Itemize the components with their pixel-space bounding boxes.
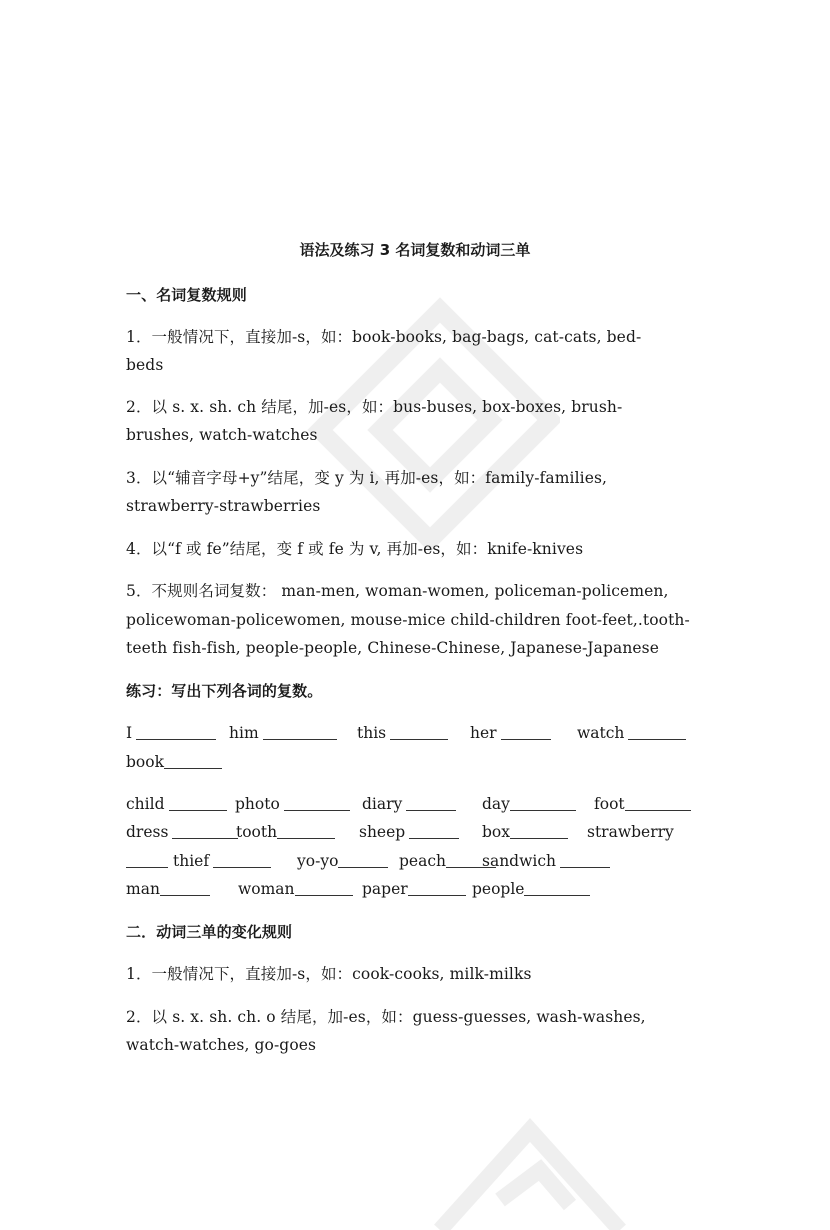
exercise-word: watch — [577, 724, 625, 742]
page-title: 语法及练习 3 名词复数和动词三单 — [299, 241, 531, 259]
answer-blank[interactable] — [510, 824, 568, 839]
noun-rule-4-line-1: 4．以“f 或 fe”结尾，变 f 或 fe 为 v, 再加-es，如：knife-knives — [126, 540, 584, 558]
exercise-word: foot — [594, 795, 625, 813]
exercise-item — [594, 794, 691, 814]
answer-blank[interactable] — [406, 796, 456, 811]
exercise-item — [229, 723, 337, 743]
exercise-item — [297, 851, 388, 871]
exercise-item — [482, 822, 568, 842]
exercise-word: people — [472, 880, 525, 898]
exercise-word: book — [126, 753, 164, 771]
answer-blank[interactable] — [510, 796, 576, 811]
exercise-word: woman — [238, 880, 295, 898]
exercise-word: sheep — [359, 823, 406, 841]
exercise-item — [126, 879, 210, 899]
exercise-word: child — [126, 795, 165, 813]
exercise-word: thief — [173, 852, 210, 870]
exercise-heading: 练习：写出下列各词的复数。 — [126, 682, 323, 700]
exercise-item — [126, 822, 238, 842]
exercise-word: him — [229, 724, 259, 742]
answer-blank[interactable] — [524, 881, 590, 896]
noun-rule-3-line-1: 3．以“辅音字母+y”结尾，变 y 为 i, 再加-es，如：family-families, — [126, 469, 608, 487]
exercise-word: day — [482, 795, 510, 813]
section-heading-noun-plural: 一、名词复数规则 — [126, 286, 247, 304]
noun-rule-5-line-3: teeth fish-fish, people-people, Chinese-Chinese, Japanese-Japanese — [126, 639, 660, 657]
exercise-item — [470, 723, 551, 743]
exercise-word: I — [126, 724, 133, 742]
answer-blank[interactable] — [408, 881, 466, 896]
exercise-word: yo-yo — [297, 852, 339, 870]
exercise-item — [359, 822, 459, 842]
noun-rule-5-line-1: 5．不规则名词复数： man-men, woman-women, policeman-policemen, — [126, 582, 669, 600]
exercise-item — [362, 794, 456, 814]
exercise-item — [472, 879, 590, 899]
answer-blank[interactable] — [628, 725, 686, 740]
exercise-word: man — [126, 880, 160, 898]
answer-blank[interactable] — [501, 725, 551, 740]
exercise-item — [126, 723, 216, 743]
answer-blank[interactable] — [409, 824, 459, 839]
exercise-item — [587, 822, 674, 842]
answer-blank[interactable] — [625, 796, 691, 811]
answer-blank[interactable] — [263, 725, 337, 740]
answer-blank[interactable] — [126, 853, 168, 868]
watermark-logo-bottom-icon — [430, 1110, 630, 1230]
exercise-item — [577, 723, 686, 743]
exercise-item — [238, 879, 353, 899]
exercise-item — [357, 723, 448, 743]
exercise-word: paper — [362, 880, 408, 898]
exercise-word: dress — [126, 823, 169, 841]
section-heading-verb-third-person: 二．动词三单的变化规则 — [126, 923, 293, 941]
noun-rule-5-line-2: policewoman-policewomen, mouse-mice child-children foot-feet,.tooth- — [126, 611, 690, 629]
exercise-item — [362, 879, 466, 899]
exercise-word: diary — [362, 795, 403, 813]
exercise-item — [126, 794, 227, 814]
verb-rule-2-line-1: 2．以 s. x. sh. ch. o 结尾，加-es，如：guess-guesses, wash-washes, — [126, 1008, 646, 1026]
answer-blank[interactable] — [164, 754, 222, 769]
answer-blank[interactable] — [295, 881, 353, 896]
verb-rule-2-line-2: watch-watches, go-goes — [126, 1036, 317, 1054]
exercise-word: box — [482, 823, 510, 841]
noun-rule-2-line-1: 2．以 s. x. sh. ch 结尾，加-es，如：bus-buses, box-boxes, brush- — [126, 398, 623, 416]
noun-rule-1-line-2: beds — [126, 356, 164, 374]
exercise-item — [173, 851, 271, 871]
exercise-word: her — [470, 724, 497, 742]
noun-rule-3-line-2: strawberry-strawberries — [126, 497, 321, 515]
answer-blank[interactable] — [213, 853, 271, 868]
noun-rule-2-line-2: brushes, watch-watches — [126, 426, 318, 444]
exercise-item — [482, 851, 610, 871]
exercise-item — [235, 794, 350, 814]
exercise-item — [236, 822, 335, 842]
answer-blank[interactable] — [160, 881, 210, 896]
exercise-word: photo — [235, 795, 280, 813]
answer-blank[interactable] — [284, 796, 350, 811]
exercise-word: tooth — [236, 823, 278, 841]
answer-blank[interactable] — [390, 725, 448, 740]
answer-blank[interactable] — [560, 853, 610, 868]
answer-blank[interactable] — [136, 725, 216, 740]
answer-blank[interactable] — [172, 824, 238, 839]
exercise-item — [126, 851, 168, 871]
exercise-word: this — [357, 724, 387, 742]
answer-blank[interactable] — [277, 824, 335, 839]
noun-rule-1-line-1: 1．一般情况下，直接加-s，如：book-books, bag-bags, cat-cats, bed- — [126, 328, 642, 346]
exercise-word: peach — [399, 852, 446, 870]
exercise-word: strawberry — [587, 823, 674, 841]
exercise-item — [126, 752, 222, 772]
answer-blank[interactable] — [169, 796, 227, 811]
exercise-word: sandwich — [482, 852, 556, 870]
verb-rule-1-line-1: 1．一般情况下，直接加-s，如：cook-cooks, milk-milks — [126, 965, 532, 983]
answer-blank[interactable] — [338, 853, 388, 868]
exercise-item — [482, 794, 576, 814]
